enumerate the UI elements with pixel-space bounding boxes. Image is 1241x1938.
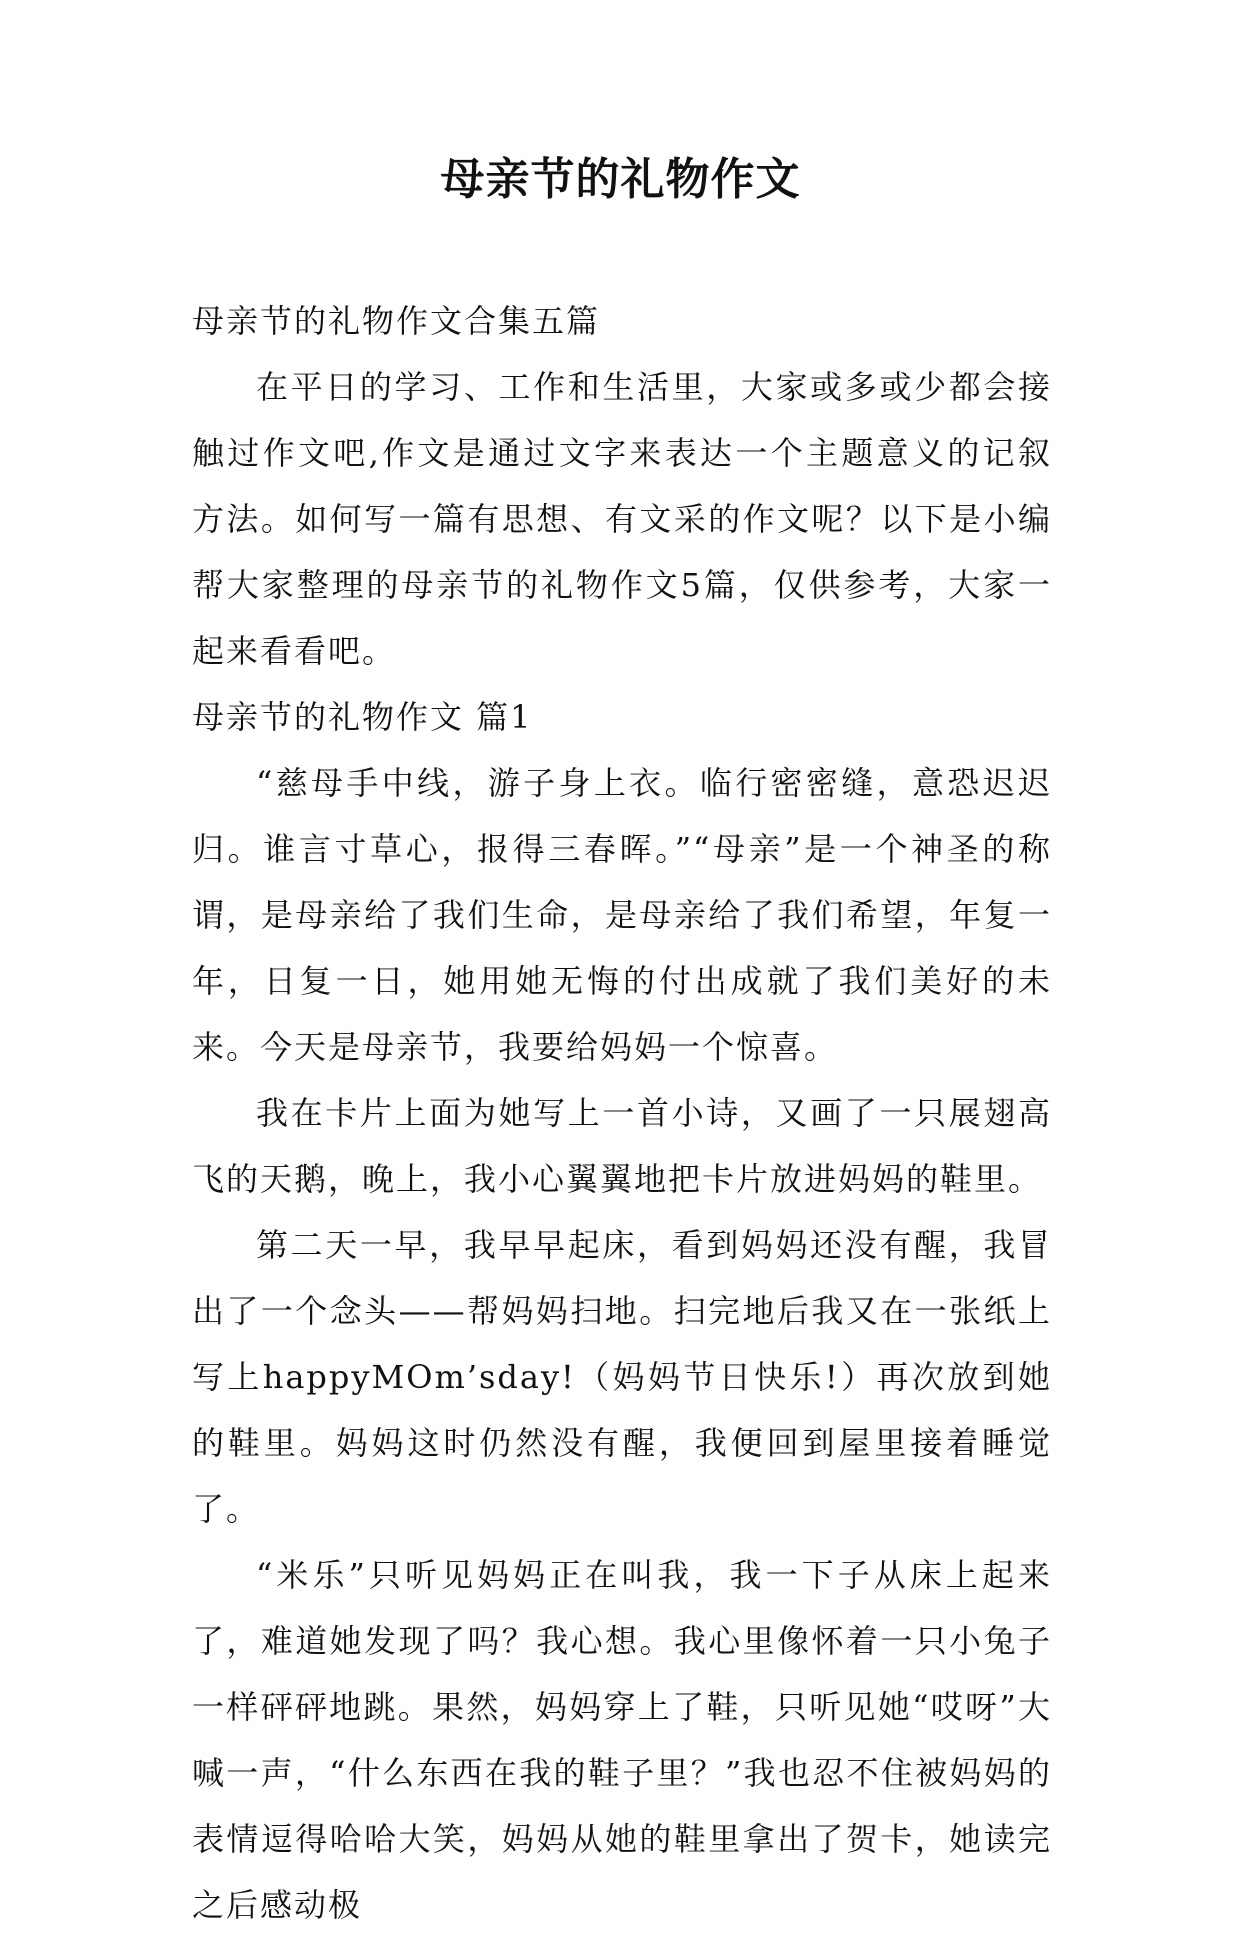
document-title: 母亲节的礼物作文 (440, 154, 801, 205)
document-body (192, 288, 1052, 1938)
body-paragraph: 第二天一早，我早早起床，看到妈妈还没有醒，我冒出了一个念头——帮妈妈扫地。扫完地后我又在一张纸上写上happyMOm’sday!（妈妈节日快乐!）再次放到她的鞋里。妈妈这时仍然没有醒，我便回到屋里接着睡觉了。 (192, 1226, 1052, 1528)
body-paragraph: “米乐”只听见妈妈正在叫我，我一下子从床上起来了，难道她发现了吗？我心想。我心里像怀着一只小兔子一样砰砰地跳。果然，妈妈穿上了鞋，只听见她“哎呀”大喊一声，“什么东西在我的鞋子里？”我也忍不住被妈妈的表情逗得哈哈大笑，妈妈从她的鞋里拿出了贺卡，她读完之后感动极 (192, 1556, 1052, 1924)
body-paragraph: 我在卡片上面为她写上一首小诗，又画了一只展翅高飞的天鹅，晚上，我小心翼翼地把卡片放进妈妈的鞋里。 (192, 1094, 1052, 1198)
essay-heading: 母亲节的礼物作文 篇1 (192, 698, 533, 736)
body-paragraph: “慈母手中线，游子身上衣。临行密密缝，意恐迟迟归。谁言寸草心，报得三春晖。”“母亲”是一个神圣的称谓，是母亲给了我们生命，是母亲给了我们希望，年复一年，日复一日，她用她无悔的付出成就了我们美好的未来。今天是母亲节，我要给妈妈一个惊喜。 (192, 764, 1052, 1066)
intro-paragraph: 在平日的学习、工作和生活里，大家或多或少都会接触过作文吧,作文是通过文字来表达一个主题意义的记叙方法。如何写一篇有思想、有文采的作文呢？以下是小编帮大家整理的母亲节的礼物作文5篇，仅供参考，大家一起来看看吧。 (192, 368, 1052, 670)
collection-heading: 母亲节的礼物作文合集五篇 (192, 302, 601, 340)
